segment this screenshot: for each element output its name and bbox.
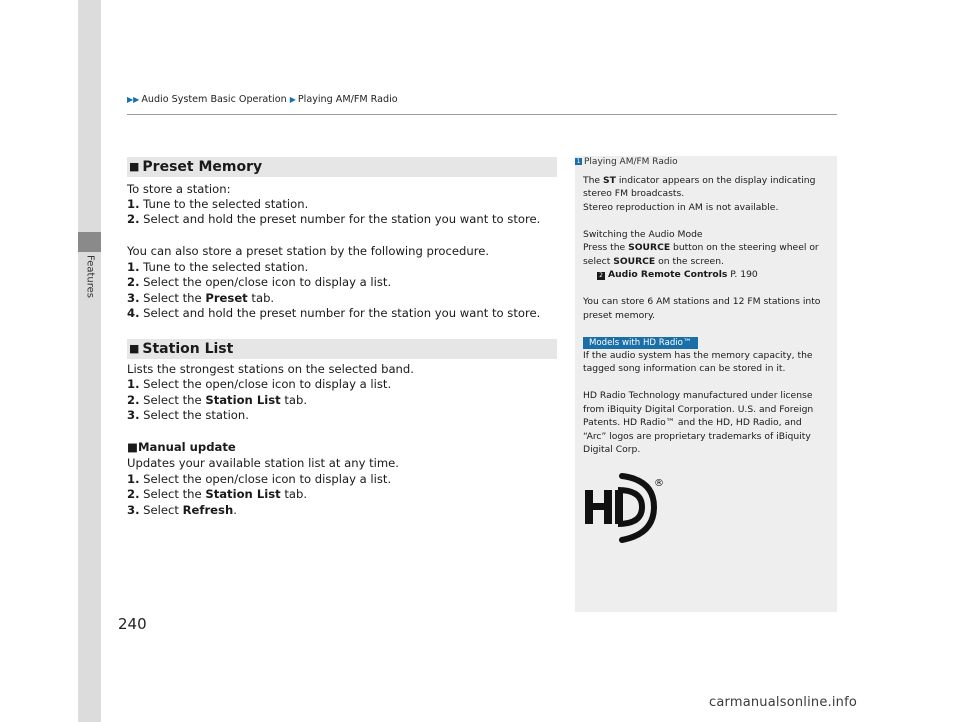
manual-step-2: 2. Select the Station List tab.	[127, 487, 308, 501]
note-hd-line-3: Patents. HD Radio™ and the HD, HD Radio, and	[583, 417, 802, 428]
note-st-line-1: The ST indicator appears on the display indicating	[583, 175, 816, 186]
preset-step-b4: 4. Select and hold the preset number for the station you want to store.	[127, 306, 541, 320]
breadcrumb	[127, 94, 398, 105]
note-hd-line-4: “Arc” logos are proprietary trademarks of iBiquity	[583, 431, 811, 442]
section-heading-text: Station List	[142, 341, 234, 357]
preset-intro-2: You can also store a preset station by the following procedure.	[127, 244, 490, 258]
note-switch-line-1: Press the SOURCE button on the steering wheel or	[583, 242, 819, 253]
page-number: 240	[118, 615, 147, 633]
registered-mark: ®	[654, 478, 664, 489]
side-tab-marker	[78, 232, 101, 252]
square-bullet-icon: ■	[129, 342, 140, 355]
side-section-tab	[78, 0, 101, 722]
manual-step-3: 3. Select Refresh.	[127, 503, 237, 517]
station-step-3: 3. Select the station.	[127, 408, 249, 422]
cross-reference-icon: 2	[597, 272, 605, 280]
sidebar-note-title: 1 Playing AM/FM Radio	[576, 157, 678, 167]
preset-step-b2: 2. Select the open/close icon to display a list.	[127, 275, 392, 289]
station-step-2: 2. Select the Station List tab.	[127, 393, 308, 407]
manual-update-intro: Updates your available station list at any time.	[127, 456, 399, 470]
station-list-intro: Lists the strongest stations on the selected band.	[127, 362, 414, 376]
hd-radio-logo	[582, 470, 666, 546]
note-switch-line-2: select SOURCE on the screen.	[583, 256, 724, 267]
model-badge: Models with HD Radio™	[583, 337, 698, 349]
preset-step-a2: 2. Select and hold the preset number for the station you want to store.	[127, 212, 541, 226]
preset-step-b1: 1. Tune to the selected station.	[127, 260, 309, 274]
station-step-1: 1. Select the open/close icon to display a list.	[127, 377, 392, 391]
section-heading-station-list	[127, 339, 557, 359]
header-divider	[127, 114, 837, 115]
section-heading-preset-memory	[127, 157, 557, 177]
manual-step-1: 1. Select the open/close icon to display a list.	[127, 472, 392, 486]
breadcrumb-item-playing-radio[interactable]: Playing AM/FM Radio	[297, 94, 398, 105]
section-heading-text: Preset Memory	[142, 159, 263, 175]
note-hd-line-5: Digital Corp.	[583, 444, 641, 455]
audio-remote-controls-link[interactable]: 2 Audio Remote Controls P. 190	[597, 268, 758, 281]
note-memory-line-1: If the audio system has the memory capacity, the	[583, 350, 813, 361]
note-hd-line-1: HD Radio Technology manufactured under license	[583, 390, 813, 401]
square-bullet-icon: ■	[127, 440, 138, 454]
note-switch-heading: Switching the Audio Mode	[583, 229, 703, 240]
side-tab-label: Features	[84, 255, 96, 298]
note-store-line-1: You can store 6 AM stations and 12 FM stations into	[583, 296, 821, 307]
note-st-line-3: Stereo reproduction in AM is not available.	[583, 202, 779, 213]
breadcrumb-item-audio-system[interactable]: Audio System Basic Operation	[141, 94, 287, 105]
note-store-line-2: preset memory.	[583, 310, 656, 321]
breadcrumb-arrow-icon: ▶▶	[127, 95, 140, 104]
preset-step-b3: 3. Select the Preset tab.	[127, 291, 275, 305]
breadcrumb-arrow-icon: ▶	[289, 95, 296, 104]
note-memory-line-2: tagged song information can be stored in it.	[583, 363, 786, 374]
manual-update-heading: ■Manual update	[127, 440, 236, 454]
note-number-icon: 1	[576, 158, 581, 165]
note-st-line-2: stereo FM broadcasts.	[583, 188, 685, 199]
square-bullet-icon: ■	[129, 160, 140, 173]
watermark-text: carmanualsonline.info	[709, 695, 858, 710]
preset-intro: To store a station:	[127, 182, 231, 196]
preset-step-a1: 1. Tune to the selected station.	[127, 197, 309, 211]
note-hd-line-2: from iBiquity Digital Corporation. U.S. and Foreign	[583, 404, 814, 415]
